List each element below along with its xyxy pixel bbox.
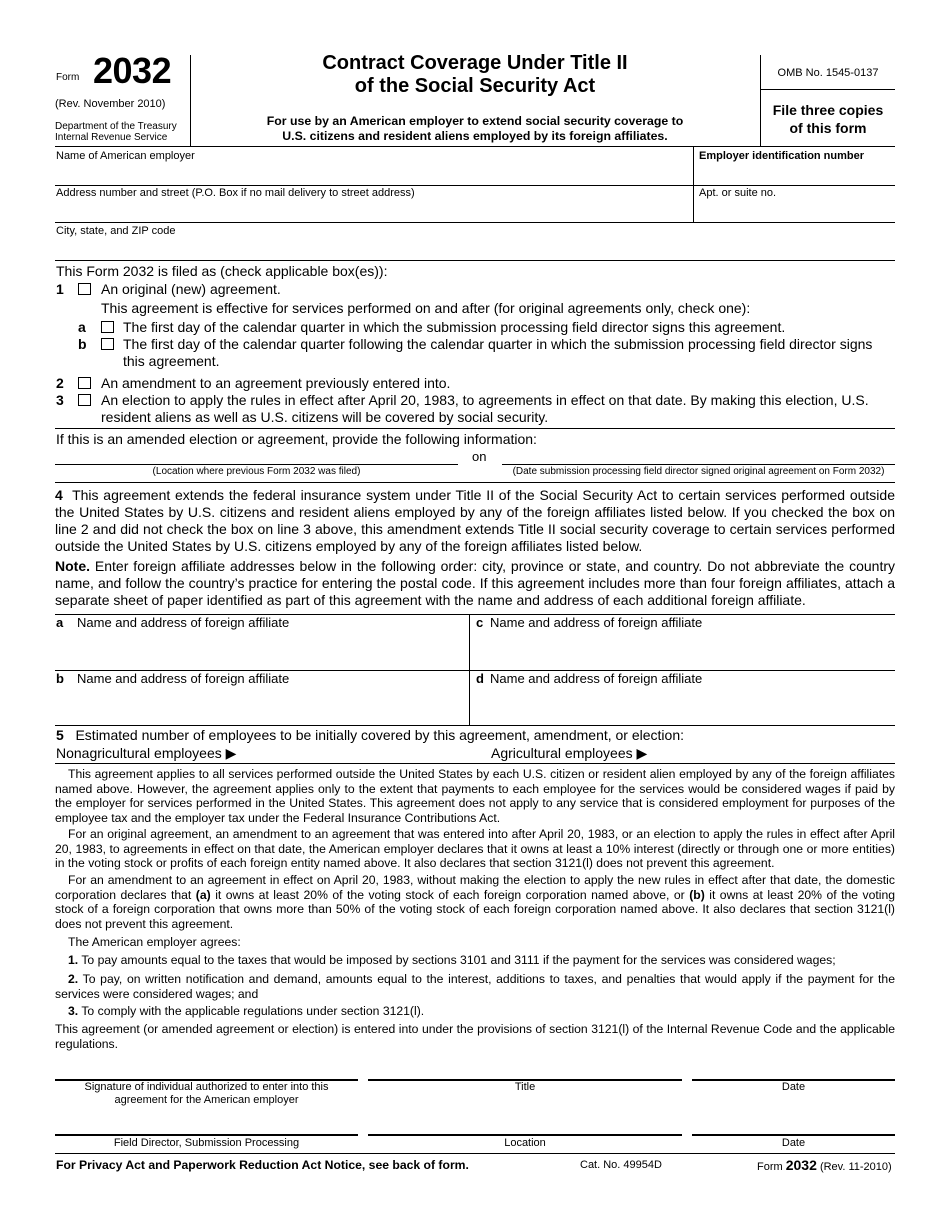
address-field[interactable]	[56, 202, 691, 222]
date-caption: (Date submission processing field director signed original agreement on Form 2032)	[512, 466, 885, 477]
line5-text: 5 Estimated number of employees to be initially covered by this agreement, amendment, or election:	[56, 727, 685, 743]
field-director-signature-field[interactable]	[55, 1115, 358, 1134]
footer-form-id: Form 2032 (Rev. 11-2010)	[757, 1157, 892, 1173]
ein-label: Employer identification number	[699, 150, 865, 162]
nonag-employees-field[interactable]	[245, 744, 465, 762]
line4-paragraph: 4 This agreement extends the federal insurance system under Title II of the Social Security Act to certain services performed outside the United States by U.S. citizens and resident aliens employed by any of the foreign affiliates listed below. If you checked the box on line 2 and did not check the box on line 3 above, this amendment extends Title II social security coverage to certain services performed outside the United States by U.S. citizens employed by any of the foreign affiliates listed below.	[55, 487, 895, 554]
option-b-checkbox[interactable]	[101, 338, 114, 350]
irs-name: Internal Revenue Service	[55, 132, 168, 143]
agree-item-3: 3. To comply with the applicable regulations under section 3121(l).	[68, 1004, 425, 1018]
on-word: on	[472, 449, 487, 464]
agree-item-1: 1. To pay amounts equal to the taxes that would be imposed by sections 3101 and 3111 if the payment for the services was considered wages;	[68, 953, 836, 967]
signature-caption: Signature of individual authorized to enter into this agreement for the American employer	[84, 1081, 329, 1106]
line3-number: 3	[56, 392, 64, 408]
affiliate-c-label: Name and address of foreign affiliate	[490, 615, 703, 630]
note-paragraph: Note. Enter foreign affiliate addresses below in the following order: city, province or state, and country. Do not abbreviate the country name, and follow the country’s practice for entering the postal code. If this agreement includes more than four foreign affiliates, attach a separate sheet of paper identified as part of this agreement with the name and address of each additional foreign affiliate.	[55, 558, 895, 608]
election-checkbox[interactable]	[78, 394, 91, 406]
title-caption: Title	[514, 1081, 536, 1093]
option-a-checkbox[interactable]	[101, 321, 114, 333]
affiliate-d-label: Name and address of foreign affiliate	[490, 671, 703, 686]
affiliate-a-field[interactable]: a Name and address of foreign affiliate	[56, 615, 290, 630]
effective-text: This agreement is effective for services performed on and after (for original agreements only, check one):	[101, 300, 751, 316]
date-field-1[interactable]	[692, 1060, 895, 1079]
line2-number: 2	[56, 375, 64, 391]
terms-paragraph-1: This agreement applies to all services performed outside the United States by each U.S. citizen or resident alien employed by any of the foreign affiliates named above. However, the agreement applies only to the extent that payments to each employee for the services would be considered wages if paid by the employer for services performed in the United States. This agreement does not apply to any service that is considered employment for purposes of the employee tax and the employer tax under the Federal Insurance Contributions Act.	[55, 767, 895, 825]
form-number: 2032	[93, 50, 172, 91]
date-field-2[interactable]	[692, 1115, 895, 1134]
location-caption-sig: Location	[504, 1137, 546, 1149]
amended-intro: If this is an amended election or agreement, provide the following information:	[56, 431, 537, 447]
closing-paragraph: This agreement (or amended agreement or election) is entered into under the provisions of section 3121(l) of the Internal Revenue Code and the applicable regulations.	[55, 1022, 895, 1051]
nonag-label: Nonagricultural employees ▶	[56, 745, 237, 761]
affiliate-b-label: Name and address of foreign affiliate	[77, 671, 290, 686]
option-b-text: The first day of the calendar quarter following the calendar quarter in which the submission processing field director signs this agreement.	[123, 336, 873, 369]
terms-paragraph-2: For an original agreement, an amendment to an agreement that was entered into after April 20, 1983, or an election to apply the rules in effect after April 20, 1983, to agreements in effect on that date, the American employer declares that it owns at least a 10% interest (directly or through one or more entities) in the voting stock or profits of each foreign entity named above. It also declares that section 3121(l) does not prevent this agreement.	[55, 827, 895, 870]
filing-intro: This Form 2032 is filed as (check applicable box(es)):	[56, 263, 388, 279]
employer-agrees: The American employer agrees:	[68, 935, 241, 949]
ein-field[interactable]	[696, 165, 894, 185]
date-caption-1: Date	[781, 1081, 806, 1093]
signature-field[interactable]	[55, 1060, 358, 1079]
city-label: City, state, and ZIP code	[56, 225, 176, 237]
form-revision: (Rev. November 2010)	[55, 98, 166, 110]
original-agreement-checkbox[interactable]	[78, 283, 91, 295]
city-field[interactable]	[56, 240, 894, 260]
address-label: Address number and street (P.O. Box if no mail delivery to street address)	[56, 187, 415, 199]
employer-name-field[interactable]	[56, 165, 691, 185]
location-field[interactable]	[368, 1115, 682, 1134]
line2-text: An amendment to an agreement previously entered into.	[101, 375, 451, 391]
previous-location-field[interactable]	[56, 449, 456, 464]
line1-number: 1	[56, 281, 64, 297]
title-field[interactable]	[368, 1060, 682, 1079]
agree-item-2: 2. To pay, on written notification and demand, amounts equal to the interest, additions to taxes, and penalties that would apply if the payment for the services were considered wages; and	[55, 972, 895, 1001]
ag-label: Agricultural employees ▶	[491, 745, 648, 761]
date-caption-2: Date	[781, 1137, 806, 1149]
apt-field[interactable]	[696, 202, 894, 222]
option-a-letter: a	[78, 319, 86, 335]
amendment-checkbox[interactable]	[78, 377, 91, 389]
dept-treasury: Department of the Treasury	[55, 121, 177, 132]
omb-number: OMB No. 1545-0137	[777, 67, 879, 79]
ag-employees-field[interactable]	[655, 744, 893, 762]
location-caption: (Location where previous Form 2032 was filed)	[152, 466, 361, 477]
affiliate-a-label: Name and address of foreign affiliate	[77, 615, 290, 630]
employer-name-label: Name of American employer	[56, 150, 195, 162]
option-b-letter: b	[78, 336, 87, 352]
field-director-caption: Field Director, Submission Processing	[113, 1137, 300, 1149]
catalog-number: Cat. No. 49954D	[580, 1159, 662, 1171]
form-title: Contract Coverage Under Title II of the Social Security Act	[322, 52, 628, 97]
form-word: Form	[56, 72, 80, 83]
affiliate-b-field[interactable]: b Name and address of foreign affiliate	[56, 671, 290, 686]
terms-paragraph-3: For an amendment to an agreement in effect on April 20, 1983, without making the election to apply the new rules in effect after that date, the domestic corporation declares that (a) it owns at least 20% of the voting stock of each foreign corporation named above, or (b) it owns at least 20% of the voting stock of a foreign corporation that owns more than 50% of the voting stock of each foreign corporation named above. It also declares that section 3121(l) does not prevent this agreement.	[55, 873, 896, 931]
privacy-notice: For Privacy Act and Paperwork Reduction Act Notice, see back of form.	[56, 1158, 469, 1172]
original-date-field[interactable]	[503, 449, 894, 464]
line1-text: An original (new) agreement.	[101, 281, 281, 297]
option-a-text: The first day of the calendar quarter in which the submission processing field director signs this agreement.	[123, 319, 786, 335]
file-copies-note: File three copies of this form	[772, 102, 884, 136]
form-subtitle: For use by an American employer to extend social security coverage to U.S. citizens and resident aliens employed by its foreign affiliates.	[266, 114, 684, 143]
affiliate-c-field[interactable]: c Name and address of foreign affiliate	[476, 615, 703, 630]
affiliate-d-field[interactable]: d Name and address of foreign affiliate	[476, 671, 703, 686]
line3-text: An election to apply the rules in effect after April 20, 1983, to agreements in effect on that date. By making this election, U.S. resident aliens as well as U.S. citizens will be covered by social security.	[101, 392, 869, 425]
apt-label: Apt. or suite no.	[699, 187, 777, 199]
